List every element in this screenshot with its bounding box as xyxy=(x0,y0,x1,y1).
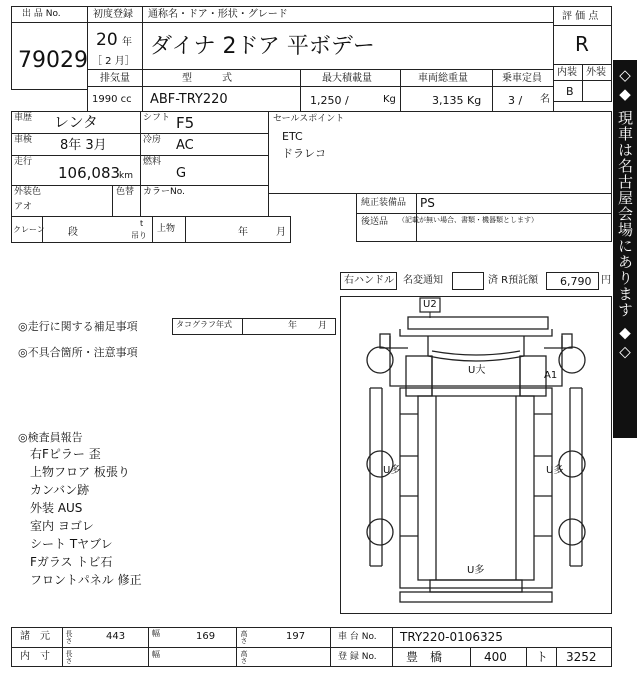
name-label: 通称名・ドア・形状・グレード xyxy=(148,9,288,20)
plate-label: 登 録 No. xyxy=(338,652,377,662)
inspection-value: 8年 3月 xyxy=(60,138,107,153)
color-no-label: カラーNo. xyxy=(143,187,185,197)
registration-month: ［ 2 月］ xyxy=(92,56,135,67)
inner-row-label: 内 寸 xyxy=(20,651,50,662)
diagram-mark-u-many-rear: U多 xyxy=(467,565,485,576)
diagram-mark-u-many-right: U多 xyxy=(546,465,564,476)
crane-label: クレーン xyxy=(13,225,45,234)
ac-label: 冷房 xyxy=(143,135,162,145)
plate-region: 豊 橋 xyxy=(406,650,443,664)
diagram-mark-u2: U2 xyxy=(423,299,437,310)
ext-color-label: 外装色 xyxy=(14,187,42,197)
grade-label: 評 価 点 xyxy=(562,11,599,22)
length-value: 443 xyxy=(106,631,126,642)
history-label: 車歴 xyxy=(14,113,33,123)
load-value: 1,250 / xyxy=(310,94,349,107)
inspection-label: 車検 xyxy=(14,135,33,145)
driving-heading: ◎走行に関する補足事項 xyxy=(18,320,138,333)
mileage-value: 106,083 xyxy=(58,164,121,182)
mount-month: 月 xyxy=(276,227,286,238)
crane-hang: 吊り xyxy=(131,231,147,240)
inspector-item: シート Tヤブレ xyxy=(30,537,113,551)
history-value: レンタ xyxy=(54,113,99,131)
name-change-box xyxy=(452,272,484,290)
plate-class: 400 xyxy=(484,650,507,664)
model-label: 型 式 xyxy=(182,73,232,84)
gross-value: 3,135 Kg xyxy=(432,94,482,107)
equipment-label: 純正装備品 xyxy=(361,198,407,208)
capacity-unit: 名 xyxy=(540,94,550,105)
defects-heading: ◎不具合箇所・注意事項 xyxy=(18,346,138,359)
load-unit: Kg xyxy=(383,94,396,105)
inspector-item: Fガラス トビ石 xyxy=(30,555,113,569)
height-value: 197 xyxy=(286,631,306,642)
specs-row-label: 諸 元 xyxy=(20,631,50,642)
inspector-heading: ◎検査員報告 xyxy=(18,431,83,444)
diagram-mark-u-many-left: U多 xyxy=(383,465,401,476)
chassis-label: 車 台 No. xyxy=(338,632,377,642)
inspector-item: 外装 AUS xyxy=(30,501,83,515)
capacity-label: 乗車定員 xyxy=(502,73,542,84)
mount-year: 年 xyxy=(238,227,248,238)
r-deposit-value: 6,790 xyxy=(560,275,592,288)
registration-year-unit: 年 xyxy=(122,37,132,48)
ac-value: AC xyxy=(176,138,194,153)
crane-stage: 段 xyxy=(68,227,78,238)
inner-height-label: 高さ xyxy=(240,650,248,664)
mount-label: 上物 xyxy=(157,224,176,234)
exterior-label: 外装 xyxy=(586,67,606,78)
width-value: 169 xyxy=(196,631,216,642)
r-deposit-label: 済 R預託額 xyxy=(488,275,539,286)
steering-value: 右ハンドル xyxy=(344,275,394,286)
width-label: 幅 xyxy=(152,629,160,638)
inspector-item: カンバン跡 xyxy=(30,483,90,497)
height-label: 高さ xyxy=(240,630,248,644)
mileage-label: 走行 xyxy=(14,157,33,167)
tacho-year: 年 xyxy=(288,321,298,331)
side-banner-text: ◇◆ 現車は名古屋会場にあります ◆◇ xyxy=(616,66,634,362)
registration-year: 20 xyxy=(96,30,118,50)
tacho-month: 月 xyxy=(318,321,328,331)
interior-value: B xyxy=(566,85,574,98)
inspector-item: 右Fピラー 歪 xyxy=(30,447,101,461)
plate-number: 3252 xyxy=(566,650,597,664)
postpaid-note: （記載が無い場合、書類・機器類とします） xyxy=(398,216,538,224)
color-change-label: 色替 xyxy=(116,187,135,197)
shift-label: シフト xyxy=(143,113,171,123)
length-label: 長さ xyxy=(65,630,73,644)
shift-value: F5 xyxy=(176,114,195,132)
model-value: ABF-TRY220 xyxy=(150,92,228,107)
ext-color-value: アオ xyxy=(14,202,32,212)
inspector-item: 室内 ヨゴレ xyxy=(30,519,94,533)
load-label: 最大積載量 xyxy=(322,73,372,84)
inspector-item: フロントパネル 修正 xyxy=(30,573,142,587)
diagram-mark-a1: A1 xyxy=(544,370,558,381)
equipment-value: PS xyxy=(420,196,435,210)
r-deposit-unit: 円 xyxy=(601,275,611,286)
name-change-label: 名変通知 xyxy=(403,275,443,286)
postpaid-label: 後送品 xyxy=(361,217,389,227)
diagram-mark-u-large: U大 xyxy=(468,365,486,376)
fuel-value: G xyxy=(176,166,187,181)
grade-value: R xyxy=(575,32,589,56)
displacement-label: 排気量 xyxy=(100,73,130,84)
vehicle-name: ダイナ 2ドア 平ボデー xyxy=(150,34,375,59)
inspector-item: 上物フロア 板張り xyxy=(30,465,130,479)
gross-label: 車両総重量 xyxy=(418,73,468,84)
registration-label: 初度登録 xyxy=(93,9,133,20)
displacement-value: 1990 cc xyxy=(92,94,132,105)
interior-label: 内装 xyxy=(557,67,577,78)
tacho-label: タコグラフ年式 xyxy=(176,320,232,329)
chassis-value: TRY220-0106325 xyxy=(400,630,503,644)
lot-label: 出 品 No. xyxy=(22,9,61,19)
crane-row xyxy=(11,216,291,243)
lot-number: 79029 xyxy=(18,48,88,73)
capacity-value: 3 / xyxy=(508,94,523,107)
sales-label: セールスポイント xyxy=(273,114,345,124)
inner-length-label: 長さ xyxy=(65,650,73,664)
inner-width-label: 幅 xyxy=(152,650,160,659)
crane-ton: t xyxy=(140,219,144,228)
sales-point-1: ETC xyxy=(282,130,303,143)
tacho-box xyxy=(172,318,336,335)
fuel-label: 燃料 xyxy=(143,157,162,167)
sales-point-2: ドラレコ xyxy=(282,147,326,160)
plate-kana: ト xyxy=(536,650,549,664)
mileage-unit: km xyxy=(119,171,133,181)
